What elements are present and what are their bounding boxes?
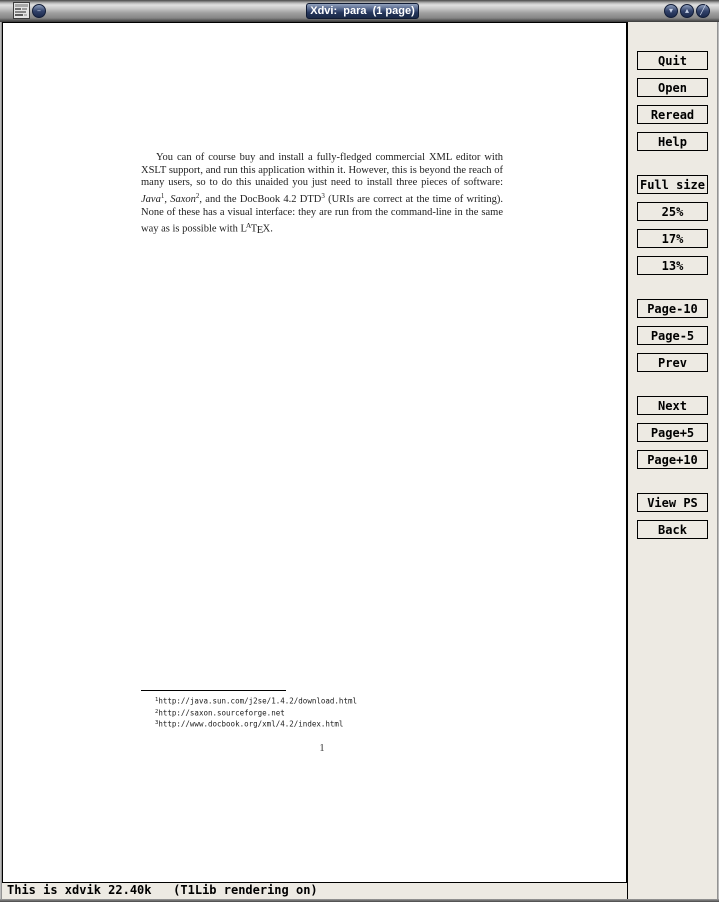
- prev-page-button[interactable]: Prev: [637, 353, 708, 372]
- button-group-misc: [628, 493, 717, 539]
- zoom-25-button[interactable]: 25%: [637, 202, 708, 221]
- help-button[interactable]: Help: [637, 132, 708, 151]
- footnote-url: http://www.docbook.org/xml/4.2/index.html: [158, 719, 344, 729]
- footnote-url: http://java.sun.com/j2se/1.4.2/download.html: [158, 696, 357, 706]
- window-menu-button[interactable]: –: [32, 4, 46, 18]
- open-button[interactable]: Open: [637, 78, 708, 97]
- minimize-button[interactable]: ▾: [664, 4, 678, 18]
- footnote-line: [141, 718, 357, 730]
- full-size-button[interactable]: Full size: [637, 175, 708, 194]
- footnote-line: [141, 695, 357, 707]
- close-button[interactable]: ╱: [696, 4, 710, 18]
- footnote-number: 2: [155, 708, 159, 715]
- view-ps-button[interactable]: View PS: [637, 493, 708, 512]
- page-plus-5-button[interactable]: Page+5: [637, 423, 708, 442]
- button-group-file: [628, 51, 717, 151]
- button-group-page-back: [628, 299, 717, 372]
- footnote-rule: [141, 690, 286, 691]
- button-group-zoom: [628, 175, 717, 275]
- footnote-number: 1: [155, 697, 159, 703]
- reread-button[interactable]: Reread: [637, 105, 708, 124]
- page-minus-10-button[interactable]: Page-10: [637, 299, 708, 318]
- page-number: 1: [319, 743, 325, 754]
- xdvi-app-icon: [13, 2, 30, 19]
- page-plus-10-button[interactable]: Page+10: [637, 450, 708, 469]
- footnote-url: http://saxon.sourceforge.net: [158, 708, 285, 717]
- button-group-page-fwd: [628, 396, 717, 469]
- page-minus-5-button[interactable]: Page-5: [637, 326, 708, 345]
- quit-button[interactable]: Quit: [637, 51, 708, 70]
- zoom-13-button[interactable]: 13%: [637, 256, 708, 275]
- footnotes: [141, 695, 357, 730]
- body-paragraph: You can of course buy and install a fully-fledged commercial XML editor with XSLT support, and run this application within it. However, this is beyond the reach of many users, so to do this unaided you just need to install three pieces of software: Java$^1$, Saxon$^2$, and the DocBook 4.2 DTD$^3$ (URIs are correct at the time of writing). None of these has a visual interface: they are run from the command-line in the same way as is possible with $L^ATEX$.: [141, 152, 503, 237]
- footnote-line: [141, 707, 357, 719]
- zoom-17-button[interactable]: 17%: [637, 229, 708, 248]
- sidebar: [627, 22, 717, 899]
- footnote-number: 3: [155, 720, 159, 726]
- maximize-button[interactable]: ▴: [680, 4, 694, 18]
- next-page-button[interactable]: Next: [637, 396, 708, 415]
- back-button[interactable]: Back: [637, 520, 708, 539]
- titlebar[interactable]: [0, 0, 719, 22]
- document-page[interactable]: [2, 22, 627, 883]
- status-bar: This is xdvik 22.40k (T1Lib rendering on): [2, 883, 627, 899]
- window-title: Xdvi: para (1 page): [306, 3, 419, 19]
